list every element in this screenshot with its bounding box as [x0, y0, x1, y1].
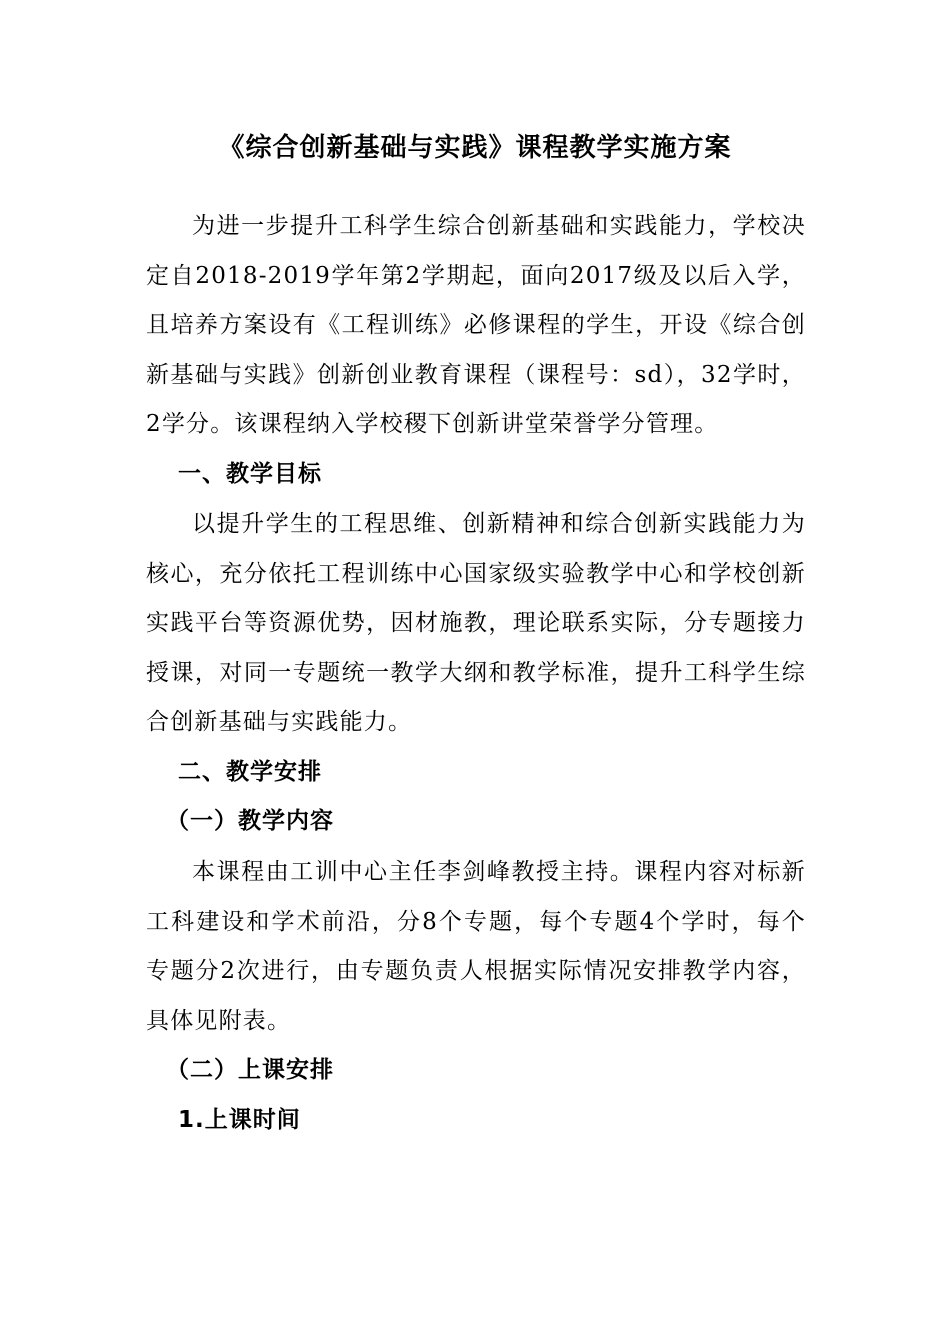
- intro-paragraph: 为进一步提升工科学生综合创新基础和实践能力，学校决定自2018-2019学年第2学期起，面向2017级及以后入学，且培养方案设有《工程训练》必修课程的学生，开设《综合创新基础与实践》创新创业教育课程（课程号：sd），32学时，2学分。该课程纳入学校稷下创新讲堂荣誉学分管理。: [146, 213, 806, 437]
- teaching-content-paragraph: 本课程由工训中心主任李剑峰教授主持。课程内容对标新工科建设和学术前沿，分8个专题，每个专题4个学时，每个专题分2次进行，由专题负责人根据实际情况安排教学内容，具体见附表。: [146, 859, 806, 1034]
- subsection-heading-class-schedule: （二）上课安排: [166, 1057, 334, 1083]
- subsection-heading-teaching-content: （一）教学内容: [166, 808, 334, 834]
- section-heading-teaching-goals: 一、教学目标: [178, 461, 322, 487]
- teaching-goals-paragraph: 以提升学生的工程思维、创新精神和综合创新实践能力为核心，充分依托工程训练中心国家级实验教学中心和学校创新实践平台等资源优势，因材施教，理论联系实际，分专题接力授课，对同一专题统一教学大纲和教学标准，提升工科学生综合创新基础与实践能力。: [146, 511, 806, 735]
- section-heading-teaching-arrangement: 二、教学安排: [178, 759, 322, 785]
- document-title: 《综合创新基础与实践》课程教学实施方案: [218, 133, 732, 163]
- list-item-class-time: 1.上课时间: [178, 1107, 301, 1133]
